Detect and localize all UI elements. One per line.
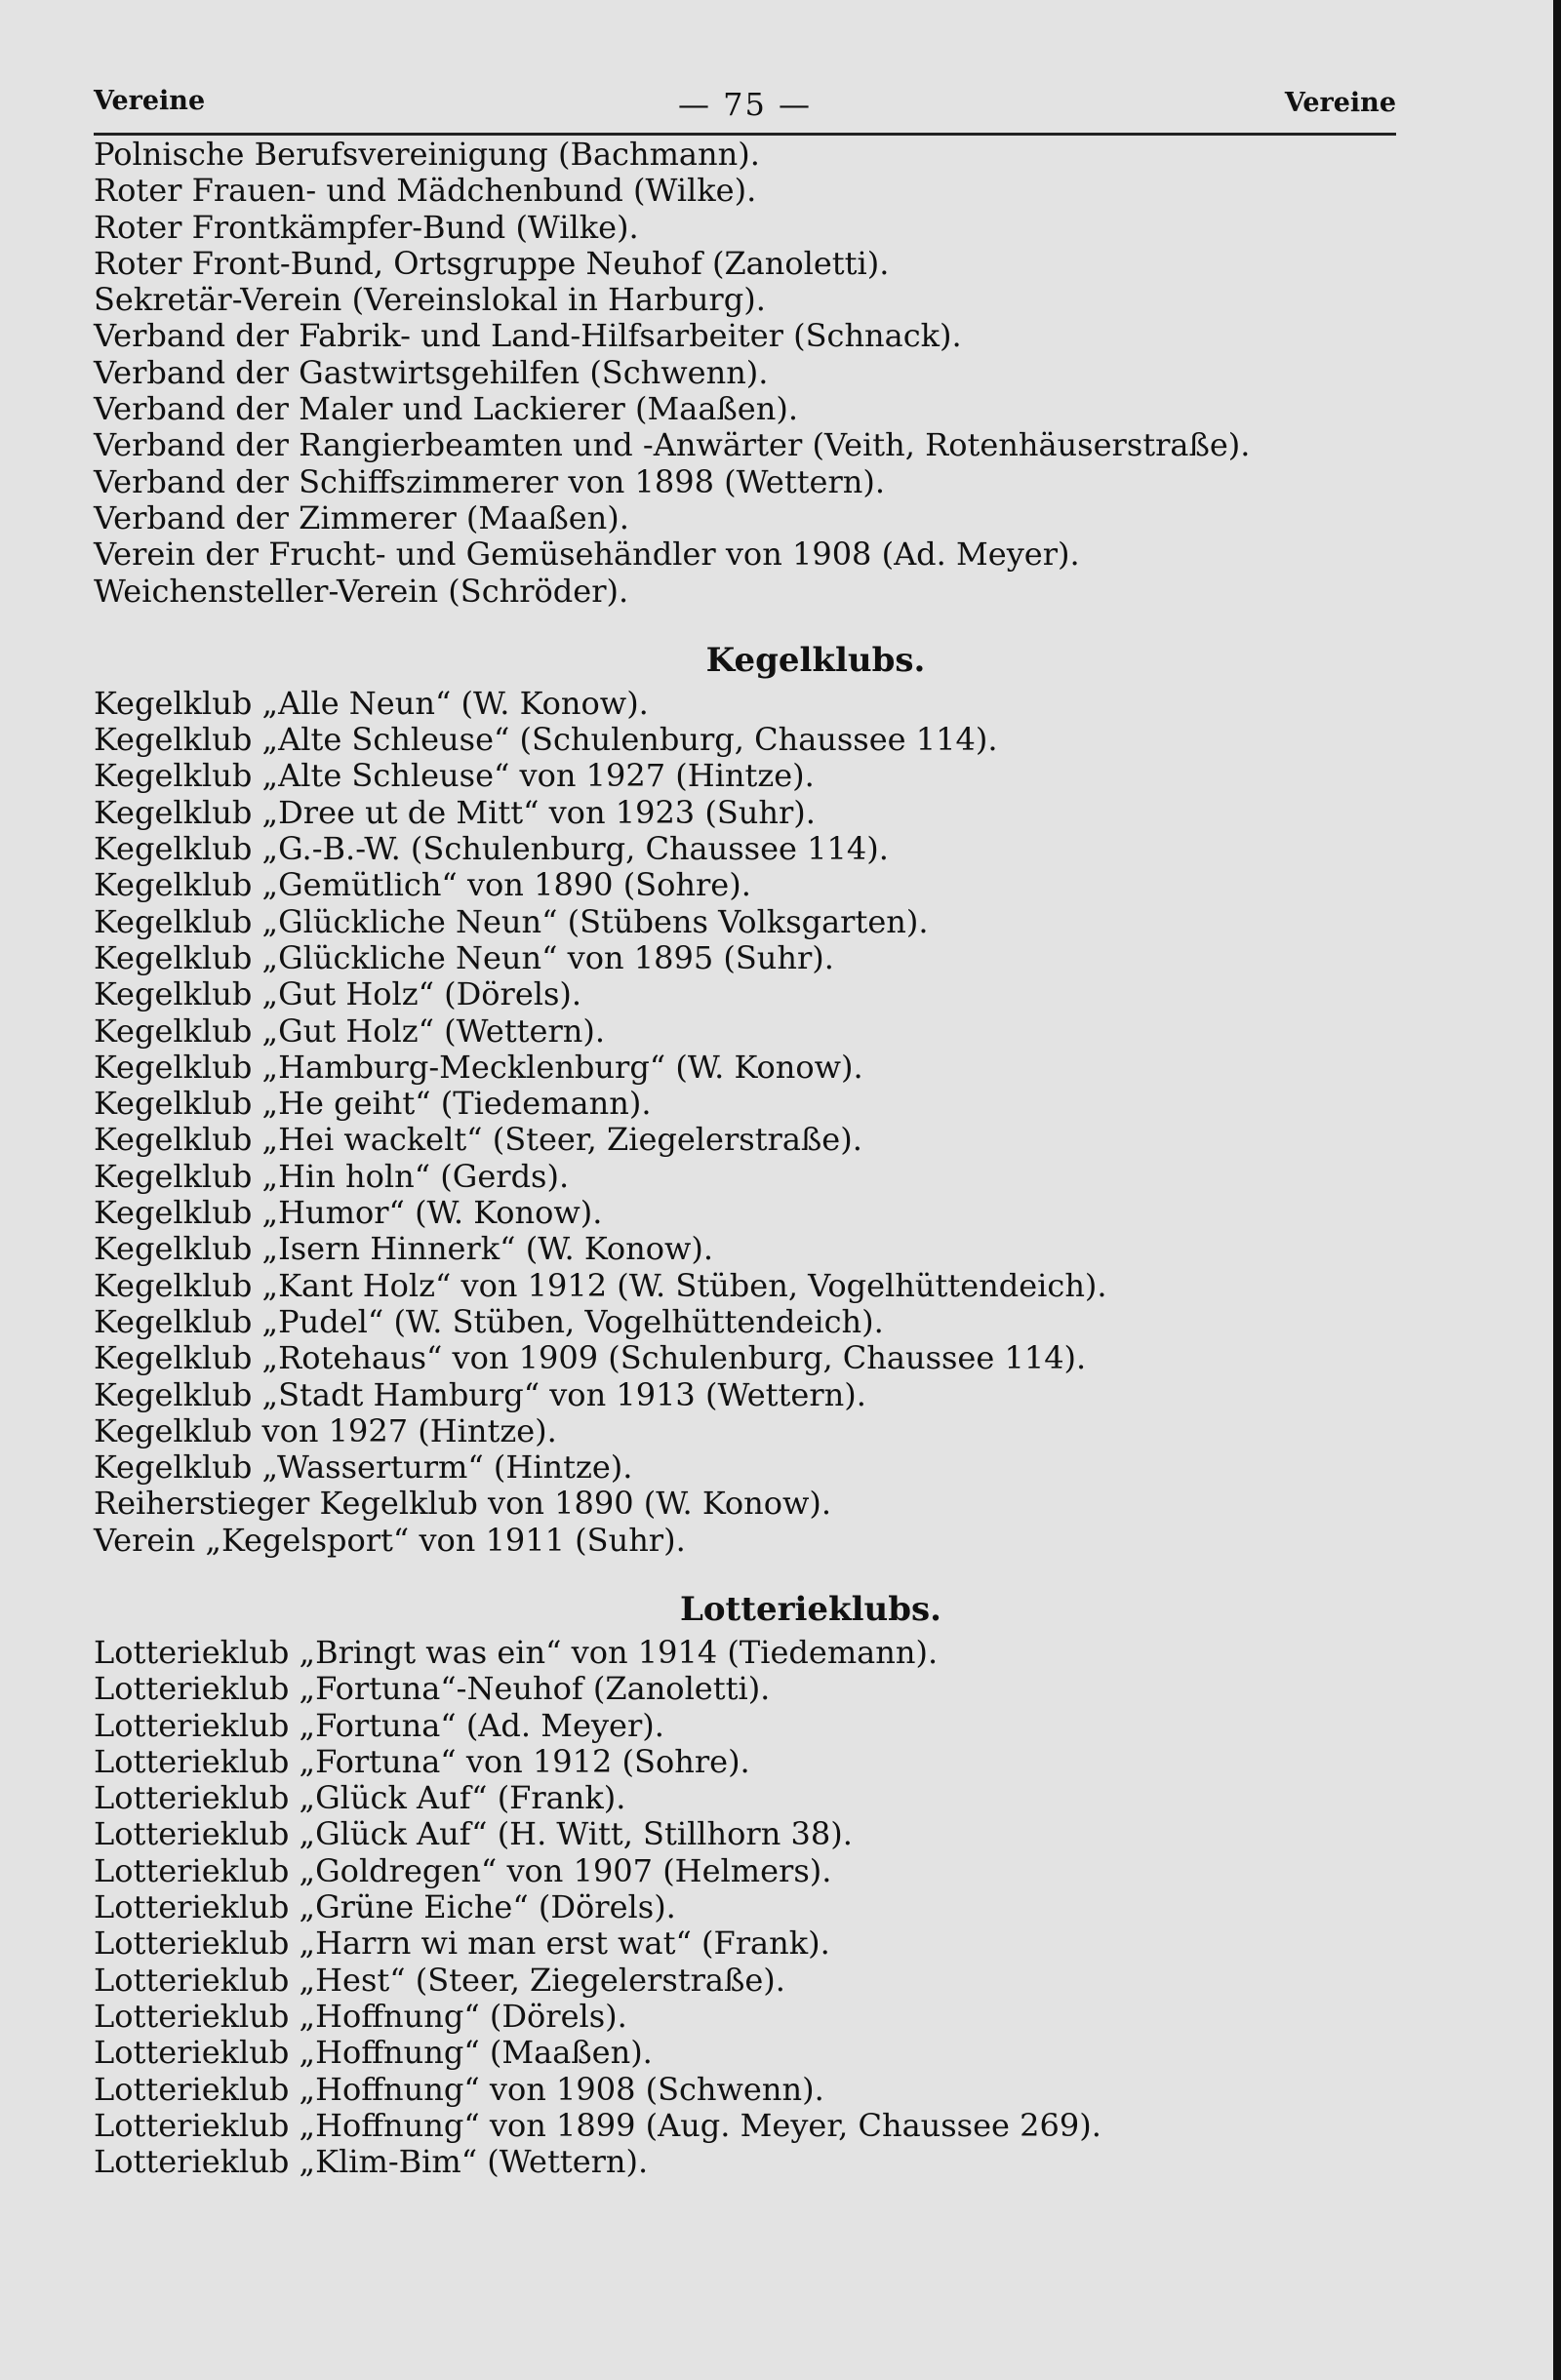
- directory-entry: Kegelklub „Alte Schleuse“ (Schulenburg, Chaussee 114).: [94, 721, 998, 759]
- directory-entry: Kegelklub „Wasserturm“ (Hintze).: [94, 1448, 633, 1487]
- directory-entry: Kegelklub „Hin holn“ (Gerds).: [94, 1157, 570, 1195]
- directory-entry: Lotterieklub „Hest“ (Steer, Ziegelerstraße).: [94, 1961, 785, 1999]
- directory-entry: Verband der Fabrik- und Land-Hilfsarbeiter (Schnack).: [94, 317, 962, 355]
- section-heading: Kegelklubs.: [705, 640, 926, 680]
- directory-entry: Kegelklub „Humor“ (W. Konow).: [94, 1194, 603, 1232]
- directory-entry: Kegelklub „Pudel“ (W. Stüben, Vogelhüttendeich).: [94, 1302, 884, 1340]
- directory-entry: Kegelklub „Hei wackelt“ (Steer, Ziegelerstraße).: [94, 1121, 862, 1159]
- directory-entry: Roter Frauen- und Mädchenbund (Wilke).: [94, 172, 757, 210]
- directory-entry: Lotterieklub „Glück Auf“ (H. Witt, Stillhorn 38).: [94, 1815, 853, 1853]
- scan-edge: [1553, 0, 1561, 2380]
- running-head-right: Vereine: [1284, 88, 1396, 118]
- directory-entry: Lotterieklub „Hoffnung“ von 1908 (Schwenn).: [94, 2070, 824, 2108]
- section-heading: Lotterieklubs.: [679, 1589, 942, 1629]
- directory-entry: Lotterieklub „Fortuna“ (Ad. Meyer).: [94, 1706, 664, 1744]
- directory-entry: Verband der Zimmerer (Maaßen).: [94, 498, 629, 536]
- running-head-left: Vereine: [94, 86, 206, 116]
- directory-entry: Kegelklub „Dree ut de Mitt“ von 1923 (Suhr).: [94, 793, 816, 831]
- directory-entry: Lotterieklub „Fortuna“ von 1912 (Sohre).: [94, 1742, 750, 1780]
- directory-entry: Roter Front-Bund, Ortsgruppe Neuhof (Zanoletti).: [94, 244, 890, 282]
- directory-entry: Kegelklub „Alte Schleuse“ von 1927 (Hintze).: [94, 757, 815, 795]
- directory-entry: Kegelklub von 1927 (Hintze).: [94, 1411, 557, 1449]
- directory-entry: Polnische Berufsvereinigung (Bachmann).: [94, 136, 760, 173]
- directory-entry: Verband der Maler und Lackierer (Maaßen).: [94, 390, 798, 428]
- section-kegelklubs: [94, 635, 1421, 1559]
- directory-entry: Kegelklub „Alle Neun“ (W. Konow).: [94, 684, 649, 722]
- directory-entry: Lotterieklub „Hoffnung“ von 1899 (Aug. Meyer, Chaussee 269).: [94, 2106, 1101, 2144]
- directory-entry: Verband der Gastwirtsgehilfen (Schwenn).: [94, 353, 769, 391]
- directory-entry: Lotterieklub „Bringt was ein“ von 1914 (Tiedemann).: [94, 1633, 939, 1671]
- entry-list: [94, 1635, 1421, 2180]
- directory-entry: Kegelklub „Rotehaus“ von 1909 (Schulenburg, Chaussee 114).: [94, 1339, 1087, 1377]
- directory-entry: Kegelklub „Gemütlich“ von 1890 (Sohre).: [94, 866, 751, 904]
- directory-entry: Kegelklub „Stadt Hamburg“ von 1913 (Wettern).: [94, 1375, 866, 1413]
- page-header: [94, 86, 1396, 135]
- directory-entry: Lotterieklub „Klim-Bim“ (Wettern).: [94, 2143, 649, 2181]
- directory-entry: Lotterieklub „Glück Auf“ (Frank).: [94, 1779, 626, 1817]
- directory-entry: Sekretär-Verein (Vereinslokal in Harburg).: [94, 281, 766, 319]
- directory-entry: Lotterieklub „Goldregen“ von 1907 (Helmers).: [94, 1851, 832, 1889]
- section-vereine: [94, 137, 1421, 610]
- directory-entry: Reiherstieger Kegelklub von 1890 (W. Konow).: [94, 1485, 832, 1523]
- directory-entry: Kegelklub „Glückliche Neun“ (Stübens Volksgarten).: [94, 902, 929, 940]
- directory-entry: Kegelklub „Isern Hinnerk“ (W. Konow).: [94, 1230, 714, 1268]
- directory-entry: Lotterieklub „Grüne Eiche“ (Dörels).: [94, 1888, 676, 1926]
- section-lotterieklubs: [94, 1584, 1421, 2180]
- directory-entry: Lotterieklub „Fortuna“-Neuhof (Zanoletti).: [94, 1670, 771, 1708]
- directory-entry: Verein der Frucht- und Gemüsehändler von 1908 (Ad. Meyer).: [94, 536, 1080, 574]
- directory-entry: Lotterieklub „Hoffnung“ (Maaßen).: [94, 2034, 653, 2072]
- directory-entry: Roter Frontkämpfer-Bund (Wilke).: [94, 208, 639, 246]
- directory-entry: Kegelklub „Hamburg-Mecklenburg“ (W. Konow).: [94, 1048, 863, 1086]
- directory-entry: Verein „Kegelsport“ von 1911 (Suhr).: [94, 1521, 686, 1559]
- directory-entry: Kegelklub „Gut Holz“ (Wettern).: [94, 1012, 606, 1050]
- directory-entry: Kegelklub „Kant Holz“ von 1912 (W. Stüben, Vogelhüttendeich).: [94, 1266, 1107, 1304]
- directory-entry: Verband der Rangierbeamten und -Anwärter (Veith, Rotenhäuserstraße).: [94, 426, 1251, 464]
- directory-entry: Kegelklub „Gut Holz“ (Dörels).: [94, 975, 582, 1013]
- directory-entry: Verband der Schiffszimmerer von 1898 (Wettern).: [94, 462, 886, 500]
- directory-entry: Kegelklub „He geiht“ (Tiedemann).: [94, 1085, 652, 1123]
- entry-list: [94, 686, 1421, 1559]
- directory-entry: Lotterieklub „Harrn wi man erst wat“ (Frank).: [94, 1924, 830, 1963]
- directory-entry: Weichensteller-Verein (Schröder).: [94, 572, 629, 610]
- directory-entry: Kegelklub „Glückliche Neun“ von 1895 (Suhr).: [94, 938, 834, 976]
- directory-entry: Lotterieklub „Hoffnung“ (Dörels).: [94, 1997, 627, 2035]
- page-content: [94, 137, 1421, 2180]
- directory-entry: Kegelklub „G.-B.-W. (Schulenburg, Chaussee 114).: [94, 830, 889, 868]
- page-number: — 75 —: [677, 86, 813, 123]
- entry-list: [94, 137, 1421, 610]
